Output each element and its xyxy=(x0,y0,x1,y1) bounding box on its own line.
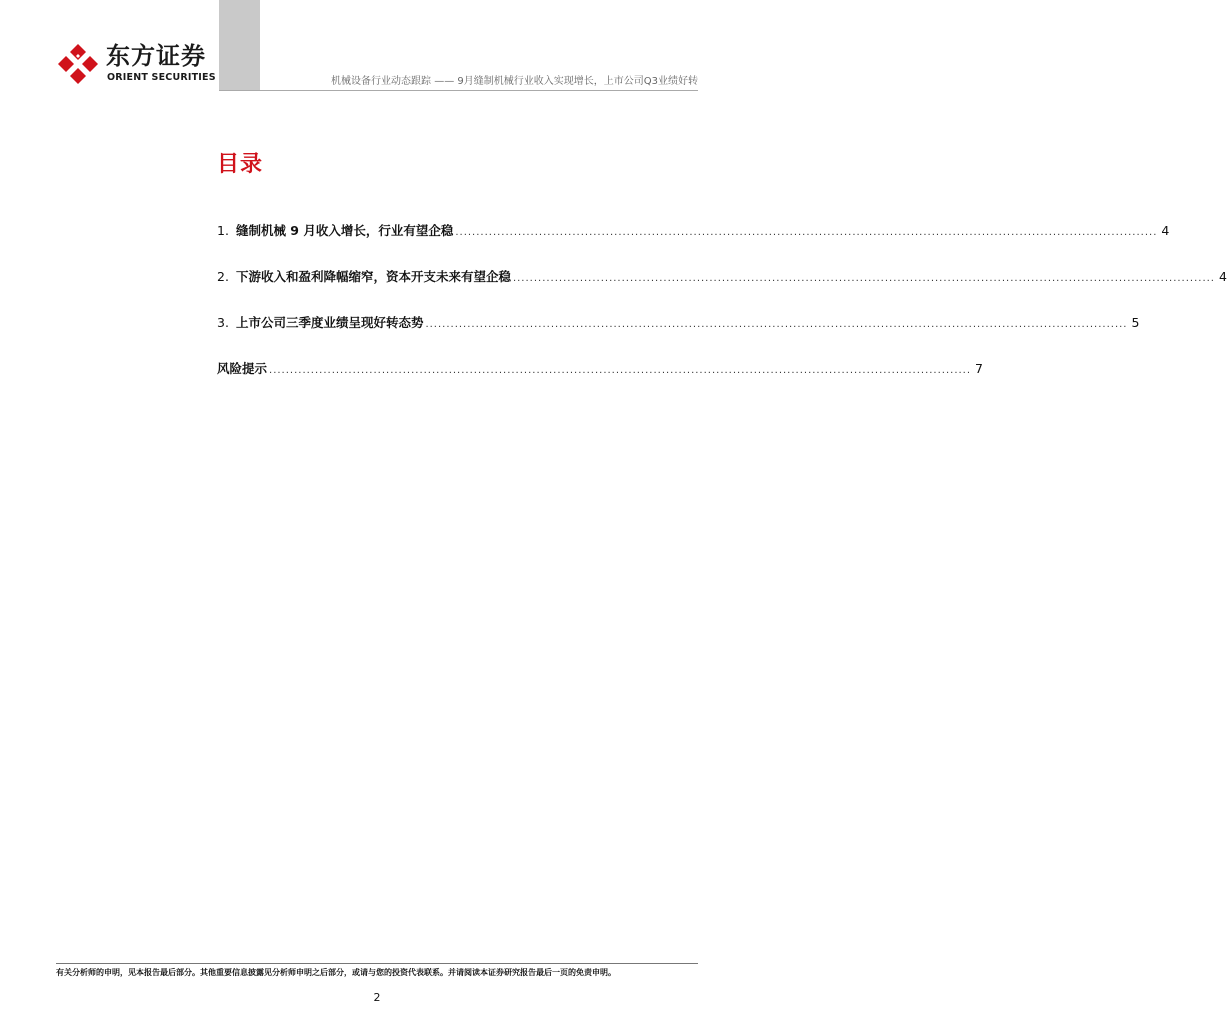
header-gray-band xyxy=(219,0,260,90)
toc-leader-dots: ........................................................................................................................................................................ xyxy=(455,227,1158,238)
brand-name-en: ORIENT SECURITIES xyxy=(107,72,216,83)
toc-leader-dots: ........................................................................................................................................................................ xyxy=(512,273,1215,284)
toc-entry[interactable] xyxy=(217,314,1140,332)
toc-entry-page: 7 xyxy=(975,361,983,376)
toc-entry-label: 缝制机械 9 月收入增长，行业有望企稳 xyxy=(235,223,454,238)
toc-entry-label: 下游收入和盈利降幅缩窄，资本开支未来有望企稳 xyxy=(235,269,511,284)
toc-leader-dots: ........................................................................................................................................................................ xyxy=(425,319,1128,330)
toc-entry[interactable] xyxy=(217,268,1227,286)
toc-entry[interactable] xyxy=(217,222,1170,240)
table-of-contents xyxy=(217,222,1227,406)
toc-leader-dots: ........................................................................................................................................................................ xyxy=(269,365,972,376)
company-logo xyxy=(56,42,216,86)
toc-entry-page: 4 xyxy=(1161,223,1170,238)
toc-entry-page: 5 xyxy=(1131,315,1140,330)
report-header-title: 机械设备行业动态跟踪 —— 9月缝制机械行业收入实现增长，上市公司Q3业绩好转 xyxy=(331,76,698,87)
toc-entry-number: 2. xyxy=(217,269,229,284)
brand-name-cn: 东方证券 xyxy=(106,42,206,70)
orient-securities-logo-icon xyxy=(56,42,100,86)
page-number: 2 xyxy=(373,991,381,1004)
toc-entry-label: 上市公司三季度业绩呈现好转态势 xyxy=(235,315,424,330)
toc-entry-number: 3. xyxy=(217,315,229,330)
toc-entry-page: 4 xyxy=(1218,269,1227,284)
toc-entry[interactable] xyxy=(217,360,983,378)
toc-entry-number: 1. xyxy=(217,223,229,238)
footer-disclaimer: 有关分析师的申明，见本报告最后部分。其他重要信息披露见分析师申明之后部分，或请与您的投资代表联系。并请阅读本证券研究报告最后一页的免责申明。 xyxy=(56,968,616,977)
toc-title: 目录 xyxy=(217,152,264,177)
header-divider xyxy=(219,90,698,91)
toc-entry-label: 风险提示 xyxy=(217,361,268,376)
footer-divider xyxy=(56,963,698,964)
